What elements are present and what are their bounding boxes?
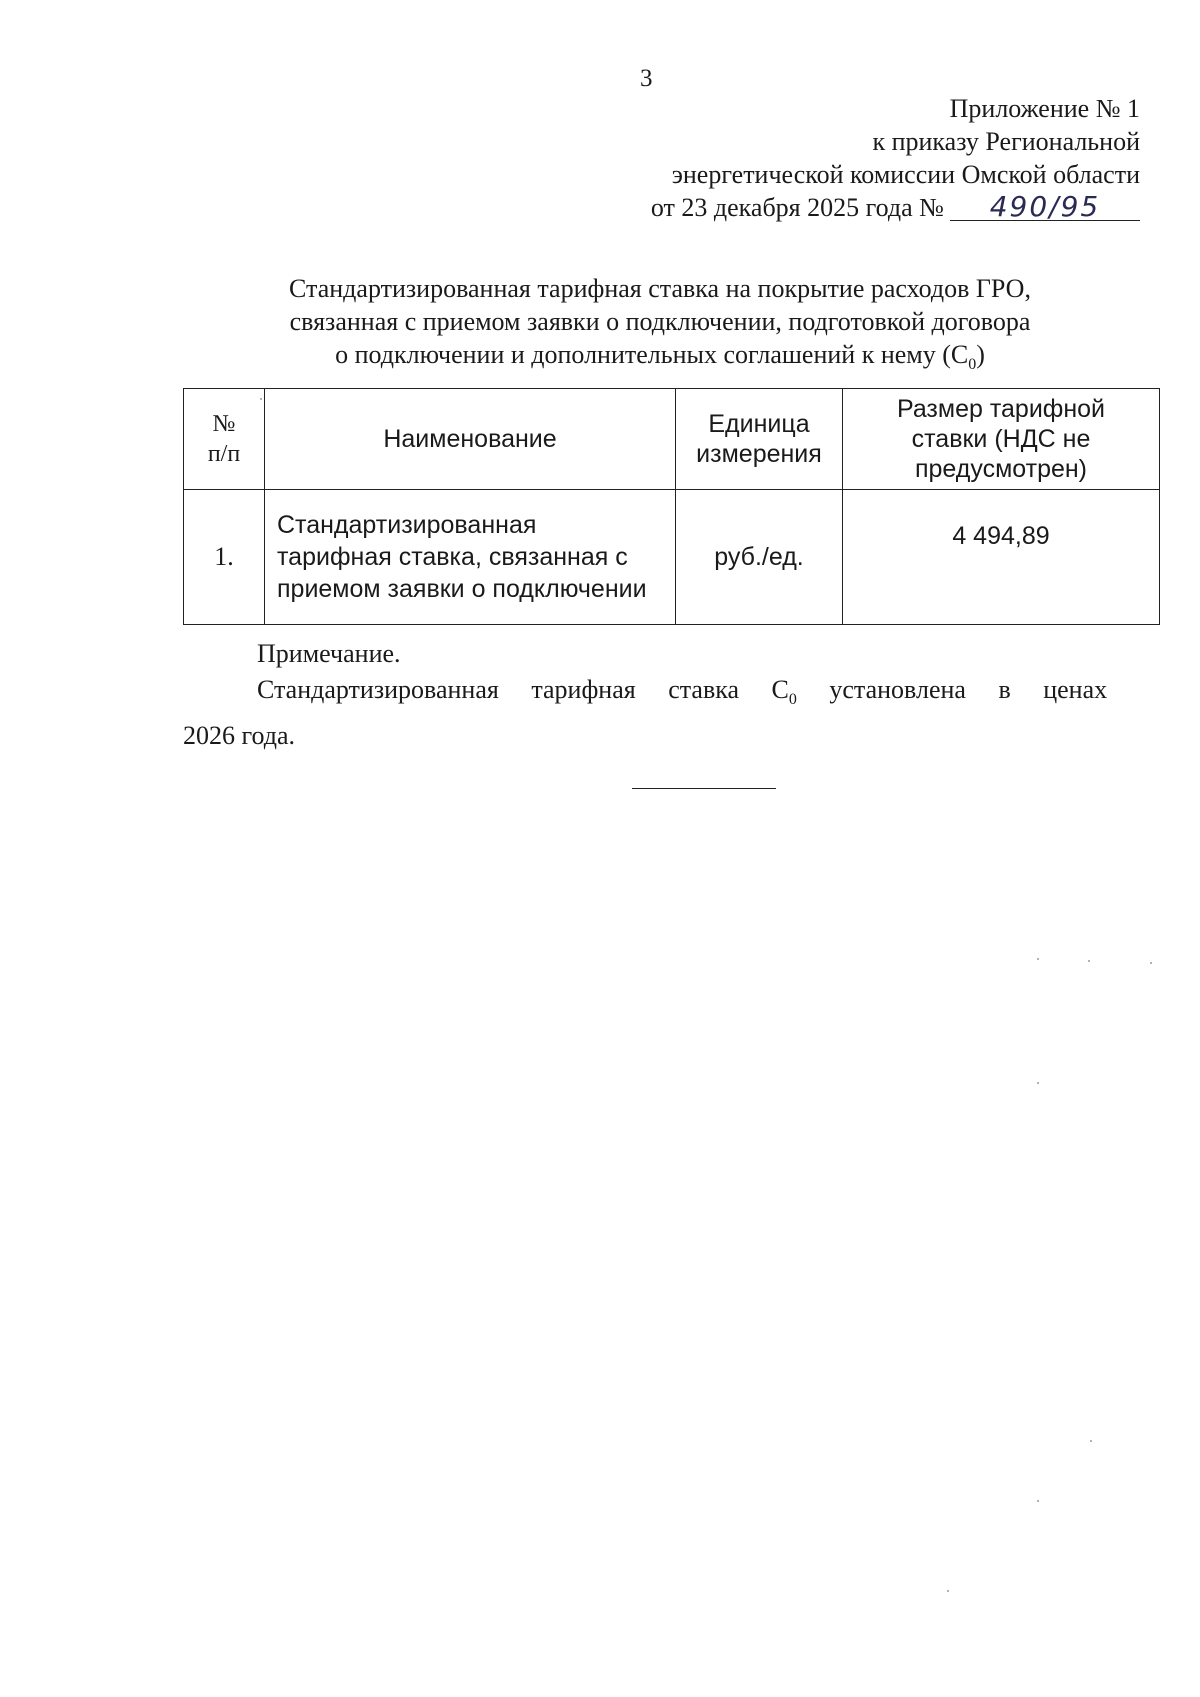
end-divider	[632, 788, 776, 789]
header-rate-line-2: ставки (НДС не	[911, 425, 1091, 453]
note-text-before: Стандартизированная тарифная ставка С	[257, 675, 789, 704]
cell-name-line-3: приемом заявки о подключении	[277, 575, 647, 603]
scan-speck	[1088, 960, 1090, 962]
cell-unit: руб./ед.	[676, 490, 843, 625]
header-name	[265, 389, 676, 490]
title-line-3-text: о подключении и дополнительных соглашений к нему (С	[335, 340, 969, 369]
appendix-line-4	[520, 191, 1140, 224]
cell-name-line-2: тарифная ставка, связанная с	[277, 543, 628, 571]
title-line-1: Стандартизированная тарифная ставка на покрытие расходов ГРО,	[289, 274, 1031, 303]
table-row	[184, 490, 1160, 625]
note-section	[183, 636, 1125, 754]
appendix-line-3: энергетической комиссии Омской области	[671, 160, 1140, 189]
scan-speck	[1037, 958, 1039, 960]
scan-speck	[947, 1590, 949, 1592]
header-number	[184, 389, 265, 490]
scan-speck	[1037, 1500, 1039, 1502]
cell-name-line-1: Стандартизированная	[277, 511, 537, 539]
note-title: Примечание.	[257, 639, 401, 668]
appendix-line-1: Приложение № 1	[949, 94, 1140, 123]
header-number-line-1: №	[212, 411, 236, 437]
appendix-header	[520, 92, 1140, 224]
document-title	[230, 272, 1090, 381]
handwritten-order-number: 490/95	[950, 194, 1140, 221]
title-subscript: 0	[968, 356, 977, 374]
header-unit	[676, 389, 843, 490]
order-date-prefix: от 23 декабря 2025 года №	[650, 193, 944, 222]
header-rate-line-1: Размер тарифной	[896, 395, 1106, 423]
header-rate	[843, 389, 1160, 490]
header-rate-line-3: предусмотрен)	[914, 455, 1088, 483]
header-unit-line-1: Единица	[708, 410, 810, 438]
scan-speck	[1090, 1440, 1092, 1442]
note-text-after: установлена в ценах	[796, 675, 1108, 704]
tariff-table	[183, 388, 1160, 625]
page-number: 3	[640, 65, 653, 92]
note-text	[183, 672, 1125, 718]
cell-name	[265, 490, 676, 625]
scan-speck	[260, 398, 262, 400]
note-subscript: 0	[788, 691, 797, 709]
table-header-row	[184, 389, 1160, 490]
header-number-line-2: п/п	[207, 441, 241, 467]
title-line-2: связанная с приемом заявки о подключении, подготовкой договора	[289, 307, 1031, 336]
appendix-line-2: к приказу Региональной	[872, 127, 1140, 156]
cell-number: 1.	[184, 490, 265, 625]
scan-speck	[1150, 962, 1152, 964]
title-line-3-close: )	[976, 340, 985, 369]
title-line-3	[230, 338, 1090, 381]
scan-speck	[1037, 1082, 1039, 1084]
header-name-text: Наименование	[383, 425, 557, 453]
header-unit-line-2: измерения	[696, 440, 822, 468]
note-text-line-2: 2026 года.	[183, 721, 296, 751]
cell-rate: 4 494,89	[843, 490, 1160, 625]
